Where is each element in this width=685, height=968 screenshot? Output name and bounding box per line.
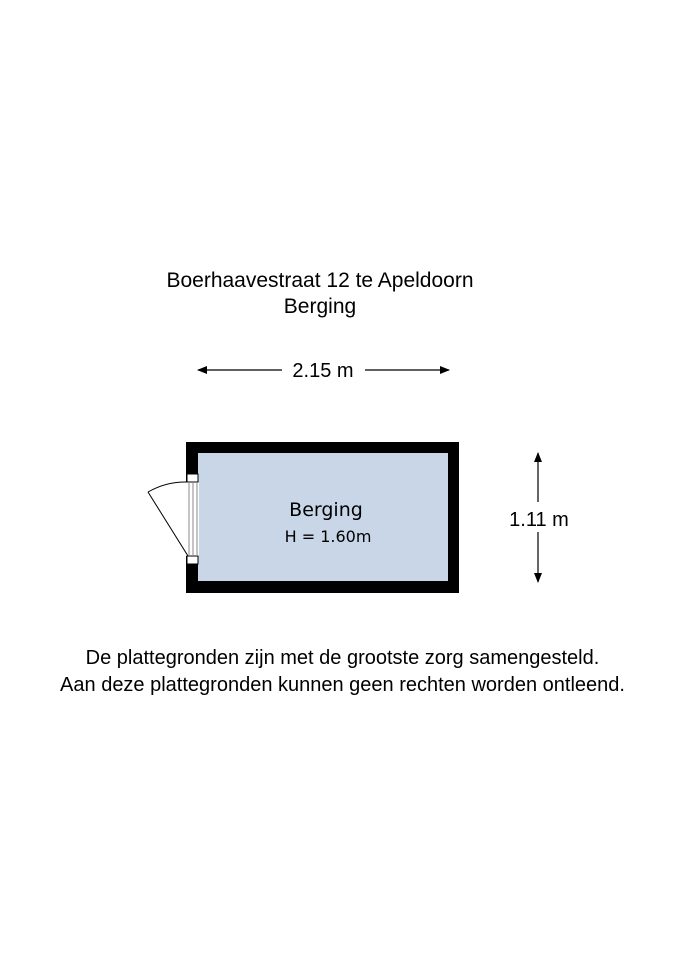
door-jamb-bottom: [187, 556, 198, 564]
room-name: Berging: [289, 499, 363, 521]
door-jamb-top: [187, 474, 198, 482]
width-label: 2.15 m: [292, 360, 354, 382]
door-arc: [148, 482, 188, 492]
door-leaf: [148, 492, 188, 556]
depth-label: 1.11 m: [509, 509, 569, 531]
depth-dimension: [509, 453, 569, 582]
floor-title: Berging: [283, 295, 357, 318]
disclaimer: [0, 645, 685, 699]
disclaimer-line-2: Aan deze plattegronden kunnen geen rechten worden ontleend.: [60, 674, 625, 696]
door-swing: [148, 482, 188, 556]
disclaimer-line-1: De plattegronden zijn met de grootste zorg samengesteld.: [85, 647, 600, 669]
width-dimension: [198, 360, 449, 382]
room-height: H = 1.60m: [284, 527, 372, 546]
address-title: Boerhaavestraat 12 te Apeldoorn: [166, 269, 474, 292]
